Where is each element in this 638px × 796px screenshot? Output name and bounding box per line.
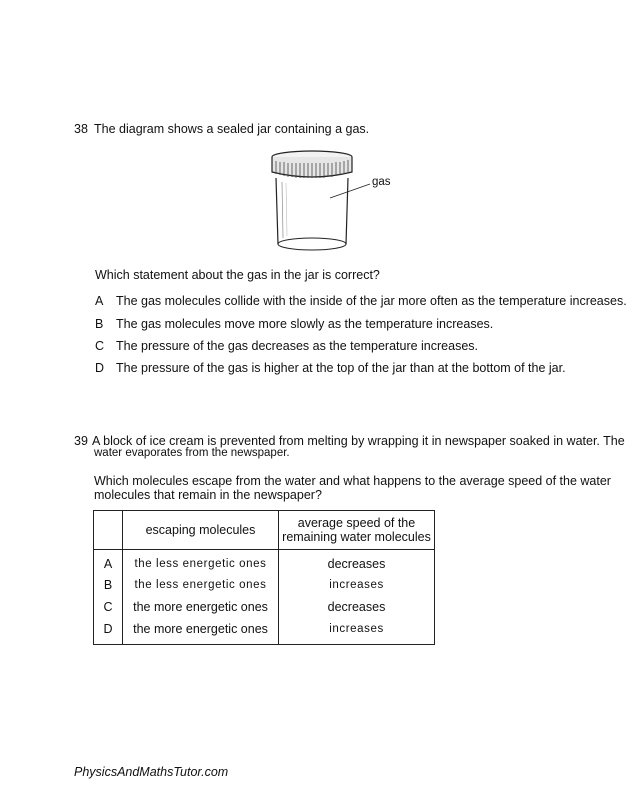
option-text: The pressure of the gas decreases as the temperature increases. bbox=[116, 339, 478, 353]
row-molecules: the more energetic ones bbox=[123, 596, 279, 618]
q39-answer-table bbox=[93, 510, 435, 645]
row-speed: decreases bbox=[279, 596, 435, 618]
option-text: The pressure of the gas is higher at the top of the jar than at the bottom of the jar. bbox=[116, 361, 566, 375]
q38-number: 38 bbox=[74, 122, 88, 136]
table-row bbox=[94, 550, 435, 575]
option-letter: C bbox=[95, 339, 105, 353]
row-letter: C bbox=[94, 596, 123, 618]
row-molecules: the less energetic ones bbox=[123, 574, 279, 596]
option-letter: B bbox=[95, 317, 104, 331]
option-letter: D bbox=[95, 361, 105, 375]
table-header-row bbox=[94, 511, 435, 550]
row-speed: decreases bbox=[279, 550, 435, 575]
q38-option-b bbox=[95, 317, 493, 331]
row-speed: increases bbox=[279, 618, 435, 645]
q38-option-d bbox=[95, 361, 566, 375]
sealed-jar-diagram bbox=[260, 148, 410, 256]
table-row bbox=[94, 596, 435, 618]
q38-question: Which statement about the gas in the jar is correct? bbox=[95, 268, 380, 282]
row-molecules: the less energetic ones bbox=[123, 550, 279, 575]
q39-number: 39 bbox=[74, 434, 88, 448]
q39-question-line1: Which molecules escape from the water and what happens to the average speed of the water bbox=[94, 474, 611, 488]
table-row bbox=[94, 618, 435, 645]
row-letter: B bbox=[94, 574, 123, 596]
option-text: The gas molecules collide with the inside of the jar more often as the temperature increases. bbox=[116, 294, 627, 308]
option-text: The gas molecules move more slowly as the temperature increases. bbox=[116, 317, 494, 331]
gas-label: gas bbox=[372, 176, 391, 188]
row-molecules: the more energetic ones bbox=[123, 618, 279, 645]
option-letter: A bbox=[95, 294, 104, 308]
q38-option-c bbox=[95, 339, 478, 353]
row-speed: increases bbox=[279, 574, 435, 596]
q38-stem: The diagram shows a sealed jar containing a gas. bbox=[94, 122, 370, 136]
q39-stem-line2: water evaporates from the newspaper. bbox=[94, 447, 290, 459]
q38-option-a bbox=[95, 294, 627, 308]
table-header-molecules: escaping molecules bbox=[123, 511, 279, 550]
table-header-speed bbox=[279, 511, 435, 550]
header-speed-line1: average speed of the bbox=[297, 516, 416, 530]
row-letter: A bbox=[94, 550, 123, 575]
table-header-blank bbox=[94, 511, 123, 550]
row-letter: D bbox=[94, 618, 123, 645]
footer-watermark: PhysicsAndMathsTutor.com bbox=[74, 765, 229, 779]
q39-question-line2: molecules that remain in the newspaper? bbox=[94, 488, 322, 502]
header-speed-line2: remaining water molecules bbox=[282, 530, 431, 544]
table-row bbox=[94, 574, 435, 596]
q39-stem-line1: A block of ice cream is prevented from melting by wrapping it in newspaper soaked in water. The bbox=[92, 434, 625, 448]
